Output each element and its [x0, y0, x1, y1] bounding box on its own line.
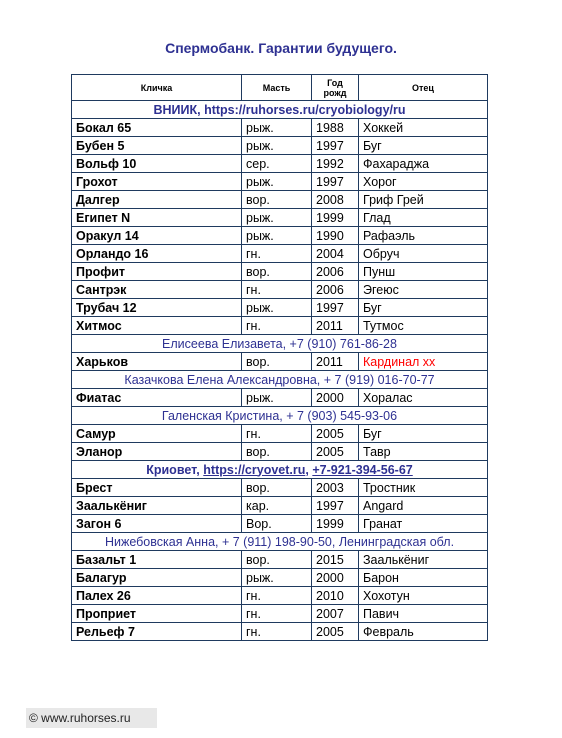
cell-year: 2005 [312, 425, 359, 443]
table-row [72, 587, 488, 605]
cell-year: 2008 [312, 191, 359, 209]
cell-color: гн. [242, 245, 312, 263]
cell-name: Оракул 14 [72, 227, 242, 245]
cell-color: рыж. [242, 209, 312, 227]
cell-color: вор. [242, 443, 312, 461]
cell-sire: Хоккей [359, 119, 488, 137]
cell-year: 1997 [312, 299, 359, 317]
cell-sire: Буг [359, 299, 488, 317]
cell-year: 1997 [312, 137, 359, 155]
header-color: Масть [242, 75, 312, 101]
cell-sire: Гриф Грей [359, 191, 488, 209]
cell-sire: Буг [359, 425, 488, 443]
cell-year: 2000 [312, 569, 359, 587]
table-row [72, 299, 488, 317]
cell-year: 2005 [312, 623, 359, 641]
cell-name: Базальт 1 [72, 551, 242, 569]
cell-year: 2006 [312, 263, 359, 281]
table-row [72, 227, 488, 245]
cell-sire: Хоралас [359, 389, 488, 407]
cell-year: 2011 [312, 317, 359, 335]
cell-sire: Тростник [359, 479, 488, 497]
cell-color: рыж. [242, 389, 312, 407]
section-header [72, 533, 488, 551]
cell-sire: Заалькёниг [359, 551, 488, 569]
table-row [72, 605, 488, 623]
cell-color: вор. [242, 191, 312, 209]
cell-name: Хитмос [72, 317, 242, 335]
cell-color: вор. [242, 479, 312, 497]
section-label: ВНИИК, https://ruhorses.ru/cryobiology/ru [72, 101, 488, 119]
cell-name: Загон 6 [72, 515, 242, 533]
table-row [72, 173, 488, 191]
section-link-website[interactable]: https://cryovet.ru [203, 462, 306, 477]
section-header [72, 461, 488, 479]
table-row [72, 263, 488, 281]
table-row [72, 209, 488, 227]
cell-sire: Тавр [359, 443, 488, 461]
cell-sire: Рафаэль [359, 227, 488, 245]
cell-name: Палех 26 [72, 587, 242, 605]
cell-year: 1997 [312, 173, 359, 191]
table-row [72, 353, 488, 371]
cell-color: рыж. [242, 227, 312, 245]
header-sire: Отец [359, 75, 488, 101]
cell-name: Трубач 12 [72, 299, 242, 317]
cell-sire: Буг [359, 137, 488, 155]
table-row [72, 479, 488, 497]
cell-name: Вольф 10 [72, 155, 242, 173]
cell-color: гн. [242, 605, 312, 623]
cell-color: кар. [242, 497, 312, 515]
cell-name: Проприет [72, 605, 242, 623]
cell-year: 1999 [312, 515, 359, 533]
cell-color: рыж. [242, 119, 312, 137]
section-header [72, 335, 488, 353]
section-label: Нижебовская Анна, + 7 (911) 198-90-50, Ленинградская обл. [72, 533, 488, 551]
copyright-footer: © www.ruhorses.ru [26, 708, 157, 728]
cell-color: Вор. [242, 515, 312, 533]
page-title: Спермобанк. Гарантии будущего. [165, 40, 397, 56]
table-row [72, 191, 488, 209]
cell-year: 1997 [312, 497, 359, 515]
cell-sire: Глад [359, 209, 488, 227]
cell-name: Грохот [72, 173, 242, 191]
section-label-part: , [305, 462, 313, 477]
cell-name: Балагур [72, 569, 242, 587]
cell-name: Орландо 16 [72, 245, 242, 263]
cell-name: Самур [72, 425, 242, 443]
cell-color: вор. [242, 263, 312, 281]
cell-name: Эланор [72, 443, 242, 461]
table-row [72, 425, 488, 443]
table-row [72, 443, 488, 461]
cell-sire: Пунш [359, 263, 488, 281]
cell-color: гн. [242, 317, 312, 335]
table-row [72, 137, 488, 155]
cell-color: вор. [242, 551, 312, 569]
cell-sire: Хорог [359, 173, 488, 191]
cell-name: Сантрэк [72, 281, 242, 299]
cell-name: Египет N [72, 209, 242, 227]
cell-name: Профит [72, 263, 242, 281]
cell-sire: Кардинал хх [359, 353, 488, 371]
cell-sire: Фахараджа [359, 155, 488, 173]
table-row [72, 623, 488, 641]
cell-year: 2015 [312, 551, 359, 569]
cell-name: Рельеф 7 [72, 623, 242, 641]
cell-color: рыж. [242, 299, 312, 317]
cell-color: гн. [242, 623, 312, 641]
section-header [72, 101, 488, 119]
cell-year: 1999 [312, 209, 359, 227]
cell-color: гн. [242, 281, 312, 299]
cell-year: 1992 [312, 155, 359, 173]
table-row [72, 551, 488, 569]
cell-year: 2005 [312, 443, 359, 461]
table-row [72, 515, 488, 533]
section-label-part: Криовет, [146, 462, 204, 477]
table-row [72, 155, 488, 173]
section-header [72, 407, 488, 425]
cell-year: 2011 [312, 353, 359, 371]
cell-name: Заалькёниг [72, 497, 242, 515]
cell-year: 1988 [312, 119, 359, 137]
cell-year: 2010 [312, 587, 359, 605]
section-label: Елисеева Елизавета, +7 (910) 761-86-28 [72, 335, 488, 353]
table-row [72, 389, 488, 407]
cell-sire: Февраль [359, 623, 488, 641]
cell-sire: Барон [359, 569, 488, 587]
table-header-row [72, 75, 488, 101]
table-body [72, 101, 488, 641]
table-row [72, 317, 488, 335]
cell-year: 2000 [312, 389, 359, 407]
cell-sire: Angard [359, 497, 488, 515]
section-label: Казачкова Елена Александровна, + 7 (919) 016-70-77 [72, 371, 488, 389]
table-row [72, 281, 488, 299]
header-year: Год рожд [312, 75, 359, 101]
cell-sire: Тутмос [359, 317, 488, 335]
stallion-table [71, 74, 488, 641]
cell-sire: Хохотун [359, 587, 488, 605]
cell-sire: Эгеюс [359, 281, 488, 299]
cell-year: 2004 [312, 245, 359, 263]
cell-name: Бокал 65 [72, 119, 242, 137]
cell-sire: Обруч [359, 245, 488, 263]
table-row [72, 497, 488, 515]
table-row [72, 245, 488, 263]
cell-name: Харьков [72, 353, 242, 371]
table-row [72, 119, 488, 137]
cell-year: 2007 [312, 605, 359, 623]
cell-sire: Павич [359, 605, 488, 623]
cell-name: Брест [72, 479, 242, 497]
section-label [72, 461, 488, 479]
cell-name: Фиатас [72, 389, 242, 407]
cell-color: гн. [242, 425, 312, 443]
table-row [72, 569, 488, 587]
header-name: Кличка [72, 75, 242, 101]
section-header [72, 371, 488, 389]
section-label: Галенская Кристина, + 7 (903) 545-93-06 [72, 407, 488, 425]
cell-color: сер. [242, 155, 312, 173]
cell-color: вор. [242, 353, 312, 371]
cell-color: рыж. [242, 137, 312, 155]
section-link-phone[interactable]: +7-921-394-56-67 [312, 462, 413, 477]
cell-color: рыж. [242, 173, 312, 191]
cell-sire: Гранат [359, 515, 488, 533]
cell-year: 2006 [312, 281, 359, 299]
cell-color: гн. [242, 587, 312, 605]
cell-name: Далгер [72, 191, 242, 209]
cell-year: 2003 [312, 479, 359, 497]
cell-name: Бубен 5 [72, 137, 242, 155]
cell-color: рыж. [242, 569, 312, 587]
cell-year: 1990 [312, 227, 359, 245]
